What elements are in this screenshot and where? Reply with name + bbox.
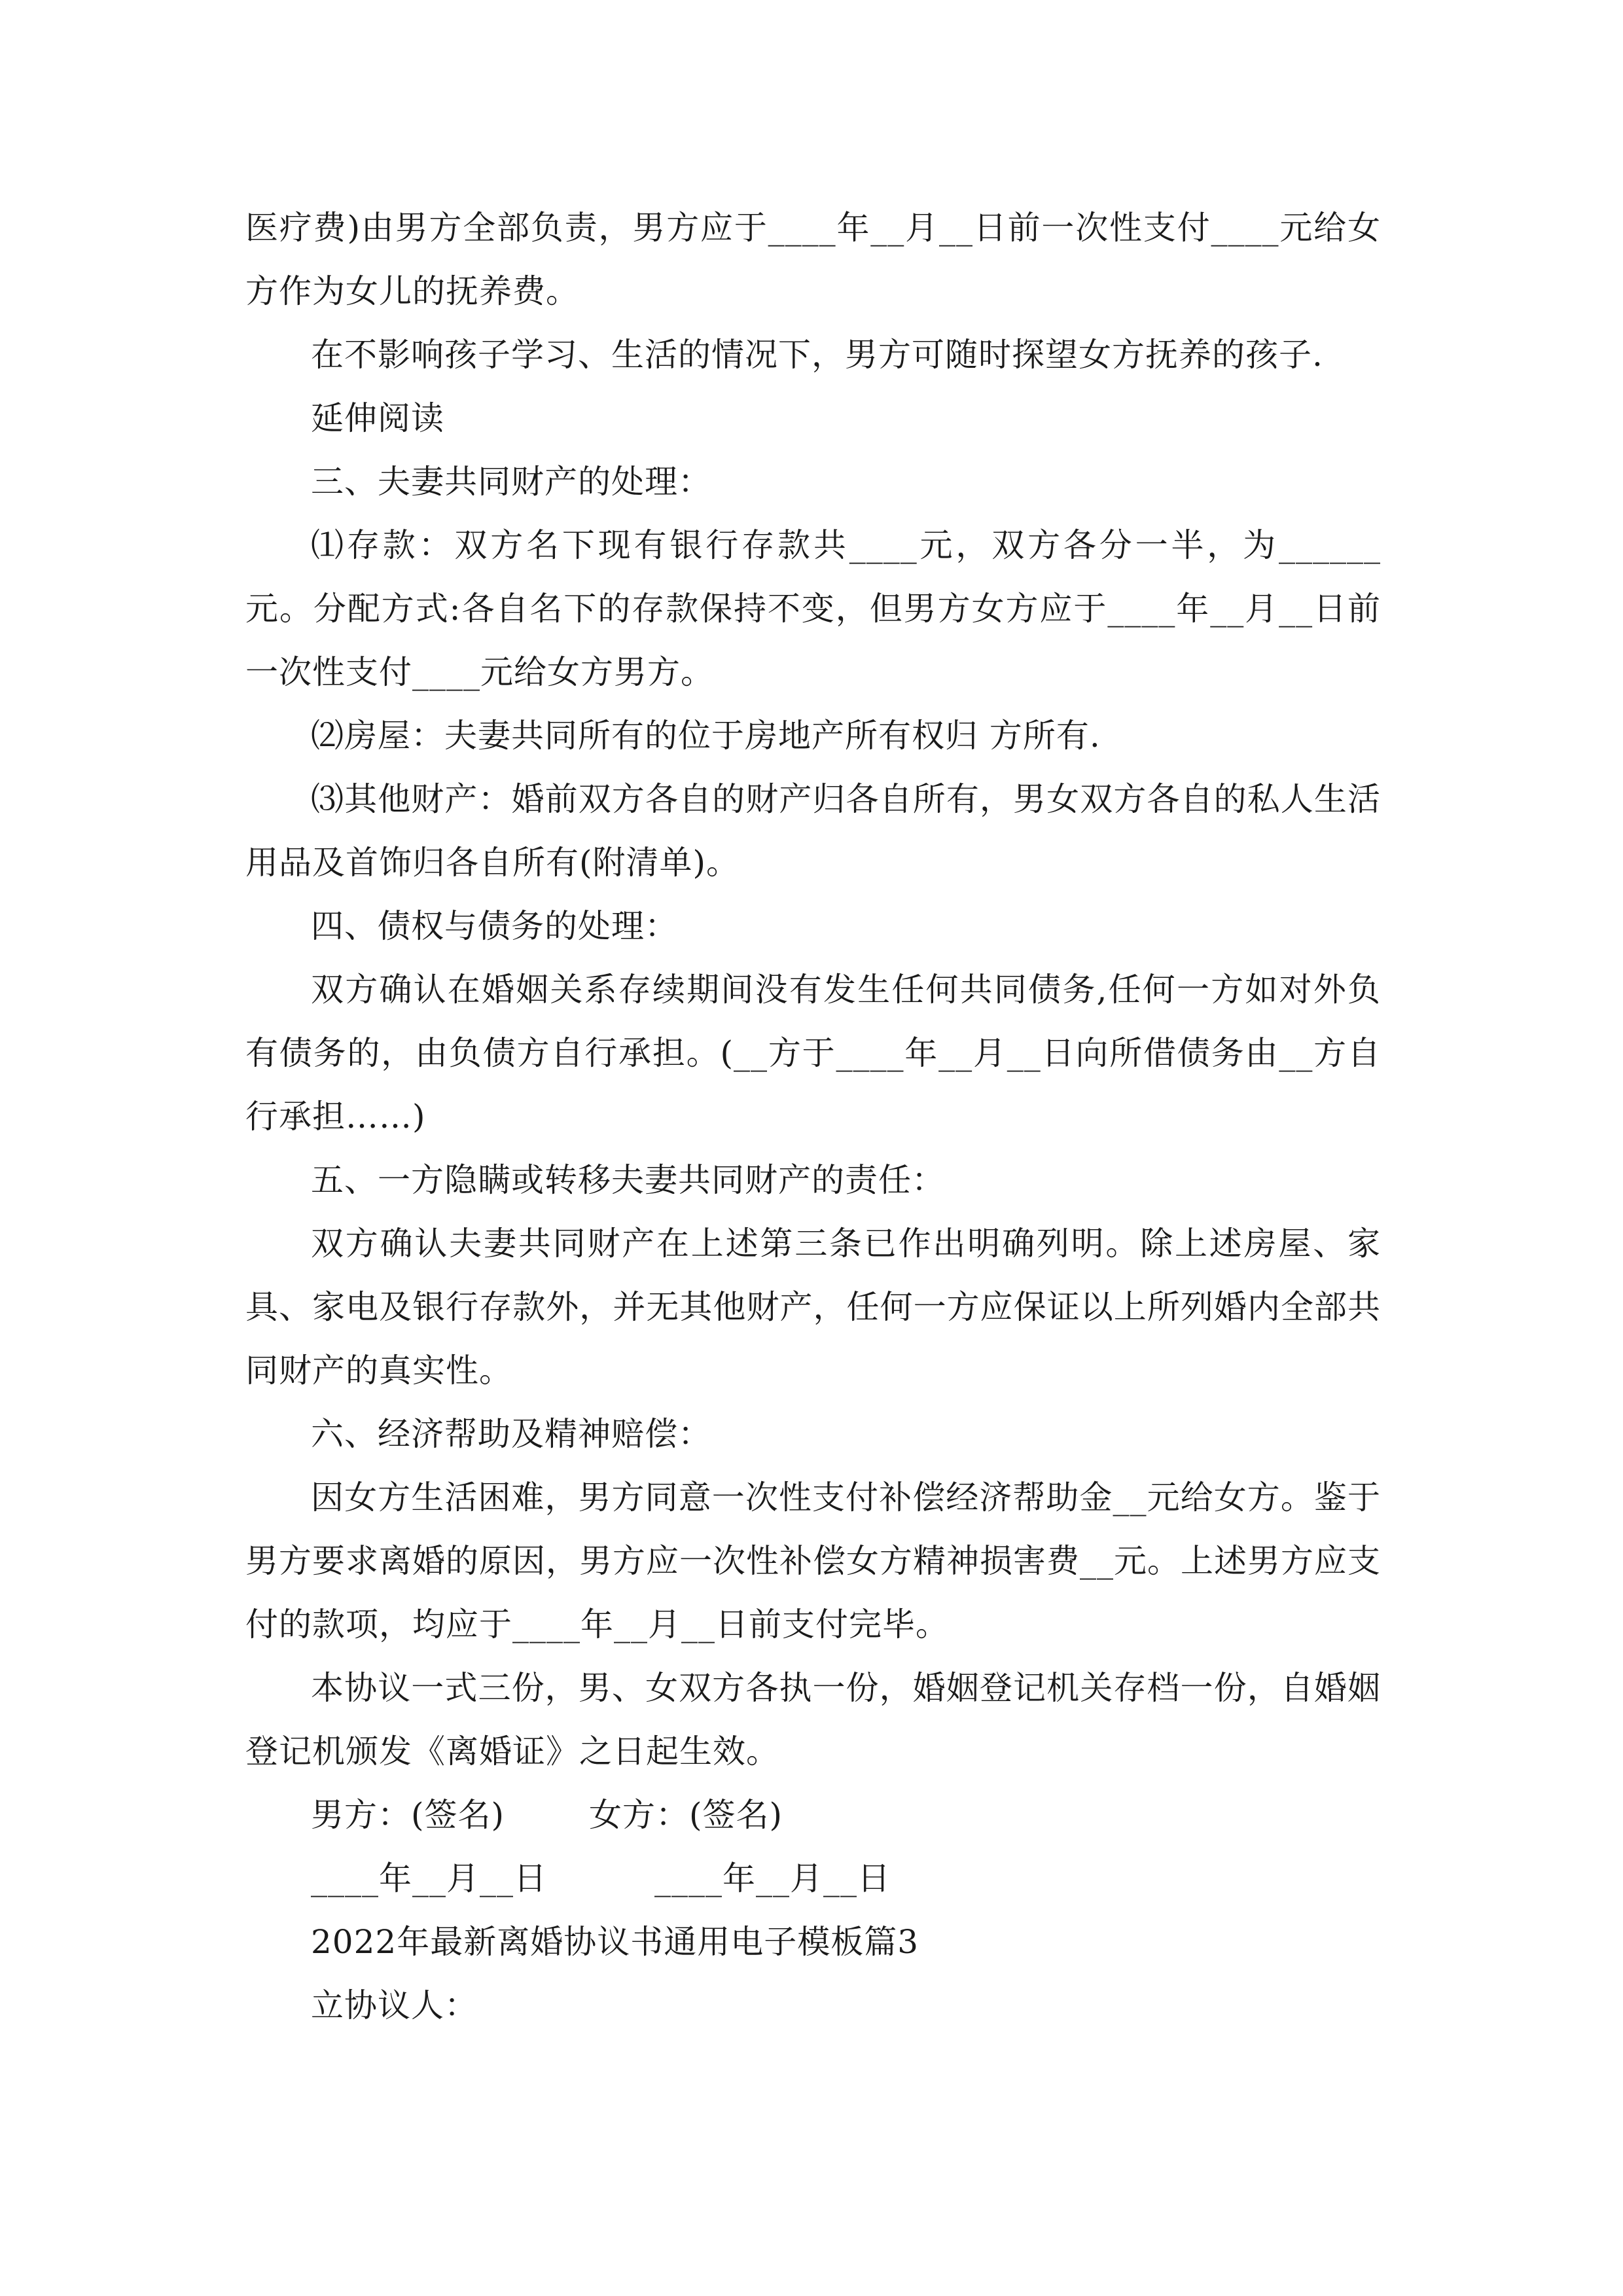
heading-debt-section: 四、债权与债务的处理： (311, 907, 678, 945)
female-signature-label: 女方：(签名) (589, 1796, 783, 1834)
heading-concealment-section: 五、一方隐瞒或转移夫妻共同财产的责任： (311, 1161, 945, 1199)
paragraph-concealment: 双方确认夫妻共同财产在上述第三条已作出明确列明。除上述房屋、家具、家电及银行存款外，并无其他财产，任何一方应保证以上所列婚内全部共同财产的真实性。 (245, 1225, 1381, 1390)
paragraph-deposits: ⑴存款：双方名下现有银行存款共____元，双方各分一半，为______元。分配方式:各自名下的存款保持不变，但男方女方应于____年__月__日前一次性支付____元给女方男方。 (245, 526, 1381, 691)
paragraph-extended-reading: 延伸阅读 (311, 399, 444, 437)
paragraph-house: ⑵房屋：夫妻共同所有的位于房地产所有权归 方所有. (311, 717, 1101, 755)
closing-line: 立协议人： (311, 1986, 478, 2024)
female-date-field: ____年__月__日 (654, 1859, 891, 1897)
paragraph-other-property: ⑶其他财产：婚前双方各自的财产归各自所有，男女双方各自的私人生活用品及首饰归各自所有(附清单)。 (245, 780, 1381, 882)
signature-row (245, 1784, 1381, 1847)
male-date-field: ____年__月__日 (311, 1859, 547, 1897)
paragraph-copies-effective: 本协议一式三份，男、女双方各执一份，婚姻登记机关存档一份，自婚姻登记机颁发《离婚证》之日起生效。 (245, 1669, 1381, 1770)
heading-compensation-section: 六、经济帮助及精神赔偿： (311, 1415, 711, 1453)
heading-property-section: 三、夫妻共同财产的处理： (311, 463, 711, 501)
paragraph-debts: 双方确认在婚姻关系存续期间没有发生任何共同债务,任何一方如对外负有债务的，由负债方自行承担。(__方于____年__月__日向所借债务由__方自行承担……) (245, 971, 1381, 1136)
male-signature-label: 男方：(签名) (311, 1796, 505, 1834)
date-row (245, 1847, 1381, 1910)
paragraph-compensation: 因女方生活困难，男方同意一次性支付补偿经济帮助金__元给女方。鉴于男方要求离婚的原因，男方应一次性补偿女方精神损害费__元。上述男方应支付的款项，均应于____年__月__日前支付完毕。 (245, 1479, 1381, 1643)
paragraph-visitation: 在不影响孩子学习、生活的情况下，男方可随时探望女方抚养的孩子. (311, 336, 1323, 374)
document-body (245, 196, 1381, 2037)
section-title: 2022年最新离婚协议书通用电子模板篇3 (311, 1923, 919, 1961)
paragraph-child-support-continued: 医疗费)由男方全部负责，男方应于____年__月__日前一次性支付____元给女方作为女儿的抚养费。 (245, 209, 1381, 310)
